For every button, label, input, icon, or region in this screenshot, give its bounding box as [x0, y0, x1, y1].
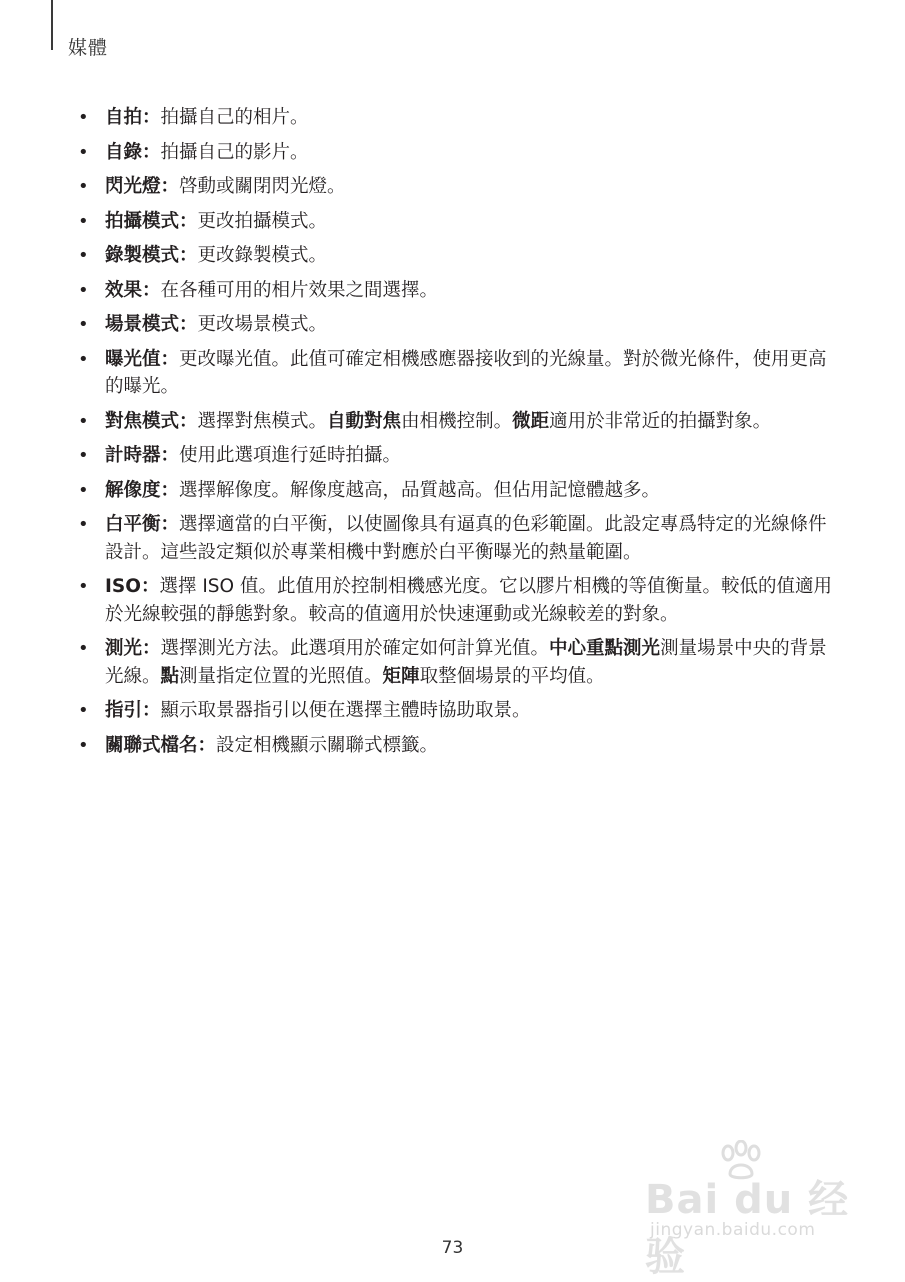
item-term: 效果	[105, 279, 143, 301]
item-description: 適用於非常近的拍攝對象。	[549, 410, 772, 432]
list-item	[78, 311, 838, 339]
section-title: 媒體	[68, 37, 109, 59]
item-description: 選擇解像度。解像度越高，品質越高。但佔用記憶體越多。	[179, 479, 661, 501]
list-item	[78, 732, 838, 760]
item-term: 解像度	[105, 479, 161, 501]
item-term: 錄製模式	[105, 245, 180, 266]
item-term: 計時器	[105, 445, 161, 466]
item-term: ：	[142, 638, 161, 659]
list-item	[78, 573, 838, 628]
bullet-icon: •	[78, 576, 89, 597]
item-term: ：	[179, 245, 198, 266]
item-description: 在各種可用的相片效果之間選擇。	[160, 279, 439, 301]
item-term: 矩陣	[382, 665, 420, 687]
item-term: 微距	[512, 410, 550, 432]
item-term: 自錄	[105, 141, 143, 163]
list-item	[78, 208, 838, 236]
item-term: 中心重點測光	[549, 638, 661, 659]
item-term: ：	[142, 141, 161, 163]
item-term: ：	[179, 314, 198, 335]
item-term: ：	[160, 479, 180, 501]
bullet-icon: •	[78, 445, 89, 466]
item-term: ：	[142, 700, 161, 721]
item-term: ：	[142, 279, 161, 301]
list-item	[78, 242, 838, 270]
bullet-icon: •	[78, 314, 89, 335]
item-description: 取整個場景的平均值。	[419, 665, 605, 687]
item-term: 曝光值	[105, 348, 161, 370]
item-description: 拍攝自己的相片。	[160, 107, 309, 128]
item-term: ISO	[105, 576, 141, 597]
list-item	[78, 346, 838, 401]
item-term: 場景模式	[105, 314, 180, 335]
bullet-icon: •	[78, 479, 89, 501]
list-item	[78, 511, 838, 566]
item-term: ：	[160, 176, 180, 197]
item-description: 選擇適當的白平衡，以使圖像具有逼真的色彩範圍。此設定專爲特定的光線條件設計。這些設定類似於專業相機中對應於白平衡曝光的熱量範圍。	[105, 514, 827, 563]
bullet-icon: •	[78, 176, 89, 197]
item-description: 更改錄製模式。	[197, 245, 328, 266]
item-description: 測量場景中央的背景光線。	[105, 638, 827, 687]
item-term: ：	[197, 734, 217, 756]
item-term: ：	[160, 445, 180, 466]
item-term: ：	[160, 348, 180, 370]
item-description: 選擇 ISO 值。此值用於控制相機感光度。它以膠片相機的等值衡量。較低的值適用於光線較强的靜態對象。較高的值適用於快速運動或光線較差的對象。	[105, 576, 832, 625]
page-number: 73	[441, 1238, 464, 1258]
item-description: 由相機控制。	[401, 410, 513, 432]
bullet-icon: •	[78, 410, 89, 432]
bullet-icon: •	[78, 638, 89, 659]
bullet-icon: •	[78, 514, 89, 535]
bullet-icon: •	[78, 141, 89, 163]
item-term: 自拍	[105, 107, 143, 128]
bullet-icon: •	[78, 245, 89, 266]
item-term: ：	[160, 514, 180, 535]
item-description: 更改拍攝模式。	[197, 210, 328, 232]
item-term: ：	[179, 210, 198, 232]
item-term: ：	[142, 107, 161, 128]
item-term: 白平衡	[105, 514, 161, 535]
item-term: 閃光燈	[105, 176, 161, 197]
item-term: 拍攝模式	[105, 210, 180, 232]
item-term: ：	[179, 410, 198, 432]
watermark-url: jingyan.baidu.com	[650, 1220, 816, 1240]
item-description: 設定相機顯示關聯式標籤。	[216, 734, 439, 756]
section-rule	[51, 0, 53, 50]
item-description: 拍攝自己的影片。	[160, 141, 309, 163]
bullet-icon: •	[78, 700, 89, 721]
list-item	[78, 635, 838, 690]
bullet-icon: •	[78, 210, 89, 232]
item-term: 關聯式檔名	[105, 734, 198, 756]
item-description: 更改場景模式。	[197, 314, 328, 335]
list-item	[78, 697, 838, 725]
list-item	[78, 442, 838, 470]
watermark-logo: Bai du 经验	[645, 1177, 850, 1280]
item-description: 測量指定位置的光照值。	[179, 665, 383, 687]
item-description: 選擇測光方法。此選項用於確定如何計算光值。	[160, 638, 550, 659]
item-term: 點	[160, 665, 180, 687]
bullet-icon: •	[78, 107, 89, 128]
list-item	[78, 477, 838, 505]
bullet-icon: •	[78, 734, 89, 756]
list-item	[78, 104, 838, 132]
item-term: 自動對焦	[327, 410, 402, 432]
item-description: 使用此選項進行延時拍攝。	[179, 445, 402, 466]
bullet-icon: •	[78, 348, 89, 370]
baidu-jingyan-watermark	[640, 1140, 855, 1280]
list-item	[78, 277, 838, 305]
item-description: 顯示取景器指引以便在選擇主體時協助取景。	[160, 700, 531, 721]
item-term: 測光	[105, 638, 143, 659]
item-term: 指引	[105, 700, 143, 721]
item-term: 對焦模式	[105, 410, 180, 432]
feature-list	[78, 104, 838, 766]
item-description: 更改曝光值。此值可確定相機感應器接收到的光線量。對於微光條件，使用更高的曝光。	[105, 348, 827, 397]
list-item	[78, 173, 838, 201]
list-item	[78, 408, 838, 436]
item-description: 選擇對焦模式。	[197, 410, 328, 432]
bullet-icon: •	[78, 279, 89, 301]
item-description: 啓動或關閉閃光燈。	[179, 176, 346, 197]
list-item	[78, 139, 838, 167]
item-term: ：	[140, 576, 160, 597]
